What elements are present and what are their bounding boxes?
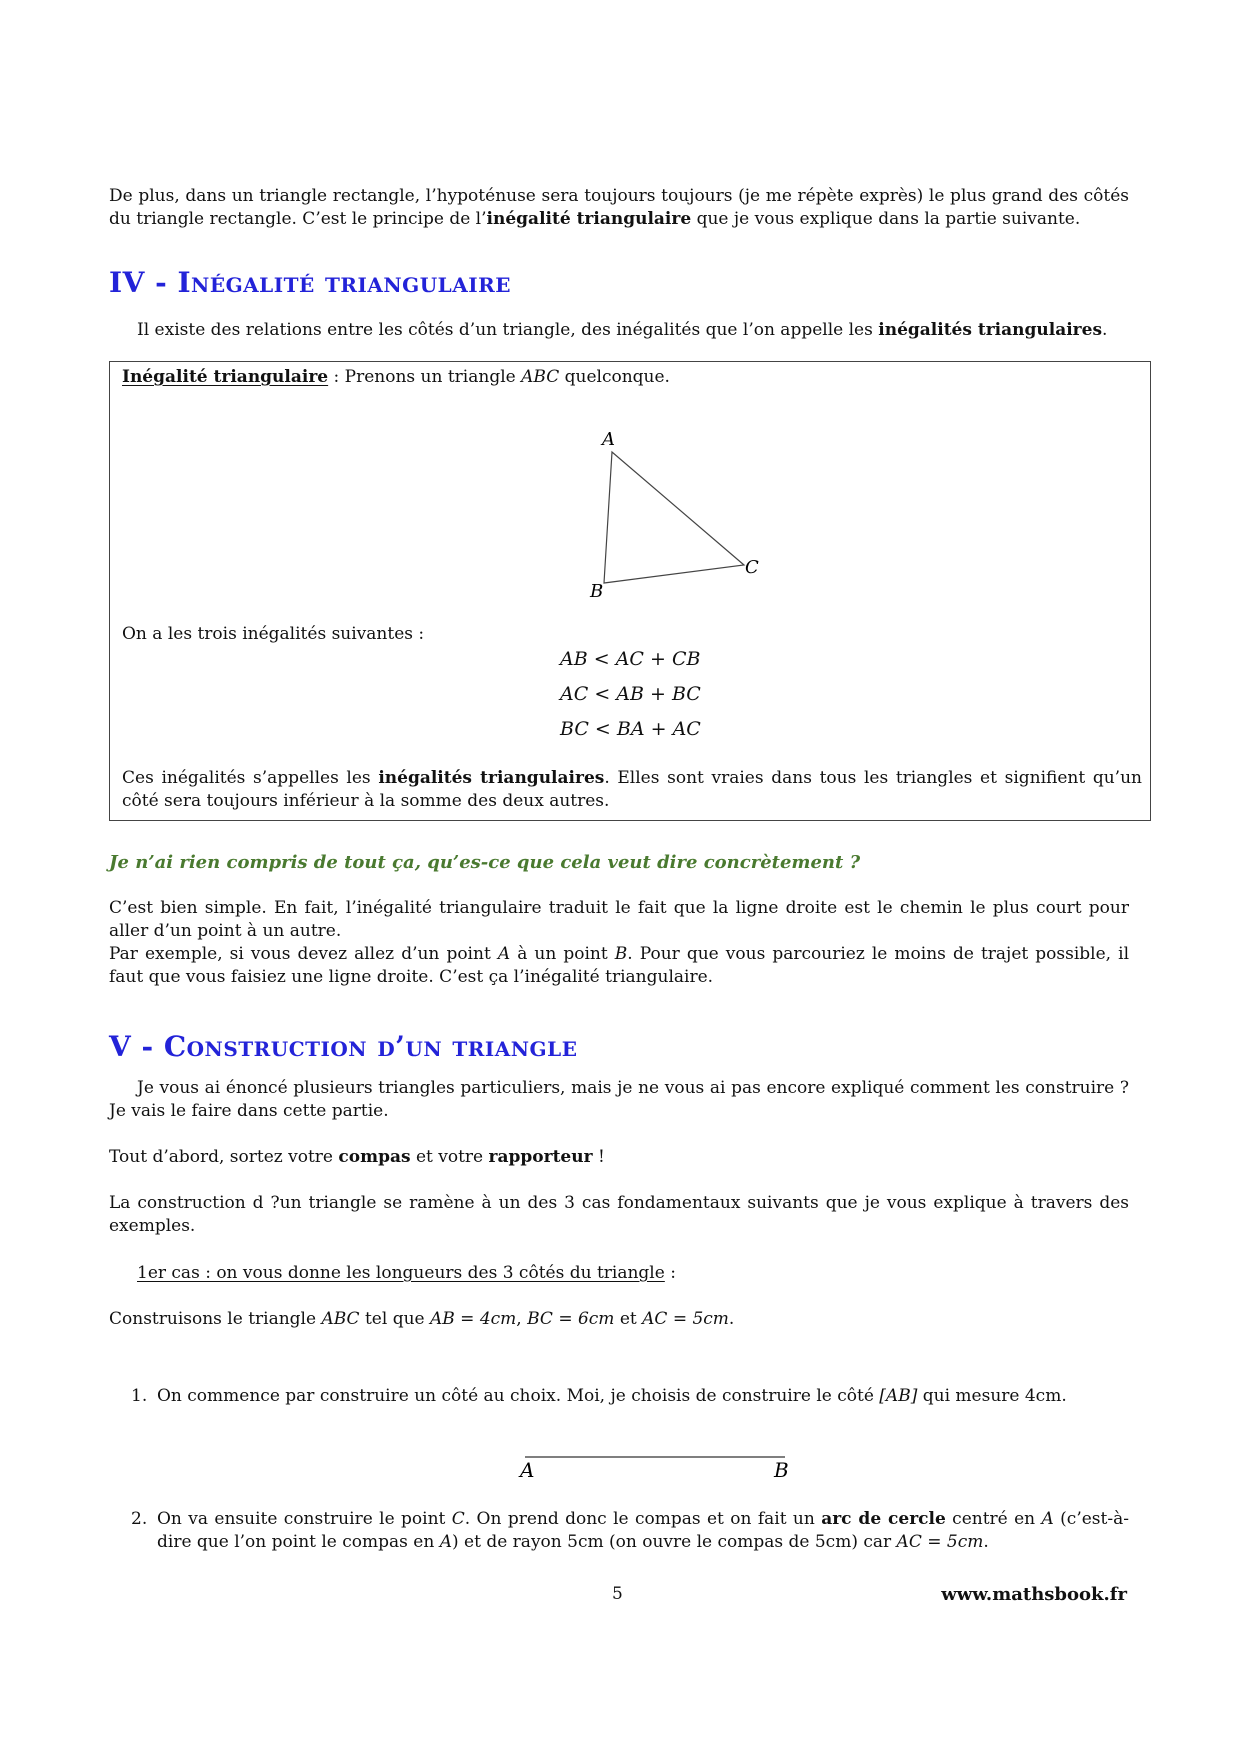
step-2: 2. On va ensuite construire le point C. On prend donc le compas et on fait un arc de cercle centré en A (c’est-à-dire que l’on point le compas en A) et de rayon 5cm (on ouvre le compas de 5cm) car AC = 5cm.: [131, 1509, 1129, 1552]
steps-list-2: [109, 1508, 1129, 1554]
tools-paragraph: Tout d’abord, sortez votre compas et votre rapporteur !: [109, 1147, 605, 1167]
triangle-abc-figure: [530, 422, 759, 602]
steps-list-1: [109, 1385, 1129, 1408]
section-iv-title: IV - Inégalité triangulaire: [109, 266, 511, 299]
definition-box: [109, 361, 1151, 821]
segment-ab-figure: [515, 1448, 795, 1490]
question-heading: Je n’ai rien compris de tout ça, qu’es-ce que cela veut dire concrètement ?: [109, 852, 861, 873]
three-inequalities-label: On a les trois inégalités suivantes :: [122, 624, 425, 644]
cases-paragraph: La construction d ?un triangle se ramène à un des 3 cas fondamentaux suivants que je vous explique à travers des exemples.: [109, 1193, 1129, 1236]
inequalities-block: [560, 642, 760, 747]
inequality-3: BC < BA + AC: [560, 718, 701, 740]
segment-label-a: A: [520, 1458, 535, 1482]
case-1-heading: 1er cas : on vous donne les longueurs des 3 côtés du triangle :: [137, 1263, 676, 1283]
vertex-label-c: C: [745, 557, 759, 578]
answer-paragraph-2: Par exemple, si vous devez allez d’un point A à un point B. Pour que vous parcouriez le moins de trajet possible, il faut que vous faisiez une ligne droite. C’est ça l’inégalité triangulaire.: [109, 944, 1130, 987]
construction-statement: Construisons le triangle ABC tel que AB = 4cm, BC = 6cm et AC = 5cm.: [109, 1309, 735, 1329]
inequality-2: AC < AB + BC: [560, 683, 701, 705]
intro-paragraph: De plus, dans un triangle rectangle, l’hypoténuse sera toujours toujours (je me répète exprès) le plus grand des côtés du triangle rectangle. C’est le principe de l’inégalité triangulaire que je vous explique dans la partie suivante.: [109, 186, 1129, 229]
triangle-abc: [604, 452, 744, 583]
answer-paragraph-1: C’est bien simple. En fait, l’inégalité triangulaire traduit le fait que la ligne droite est le chemin le plus court pour aller d’un point à un autre.: [109, 898, 1129, 941]
segment-label-b: B: [774, 1458, 789, 1482]
page-number: 5: [612, 1584, 623, 1604]
section-v-intro: Je vous ai énoncé plusieurs triangles particuliers, mais je ne vous ai pas encore expliqué comment les construire ? Je vais le faire dans cette partie.: [109, 1078, 1129, 1121]
vertex-label-b: B: [590, 581, 604, 602]
step-1: 1. On commence par construire un côté au choix. Moi, je choisis de construire le côté [AB] qui mesure 4cm.: [131, 1386, 1067, 1406]
definition-conclusion: Ces inégalités s’appelles les inégalités triangulaires. Elles sont vraies dans tous les triangles et signifient qu’un côté sera toujours inférieur à la somme des deux autres.: [122, 768, 1142, 811]
vertex-label-a: A: [602, 429, 615, 450]
section-v-title: V - Construction d’un triangle: [109, 1030, 578, 1063]
inequality-1: AB < AC + CB: [560, 648, 701, 670]
section-iv-lead: Il existe des relations entre les côtés d’un triangle, des inégalités que l’on appelle les inégalités triangulaires.: [137, 320, 1108, 340]
footer-url: www.mathsbook.fr: [941, 1584, 1127, 1605]
definition-heading: Inégalité triangulaire : Prenons un triangle ABC quelconque.: [122, 367, 670, 387]
